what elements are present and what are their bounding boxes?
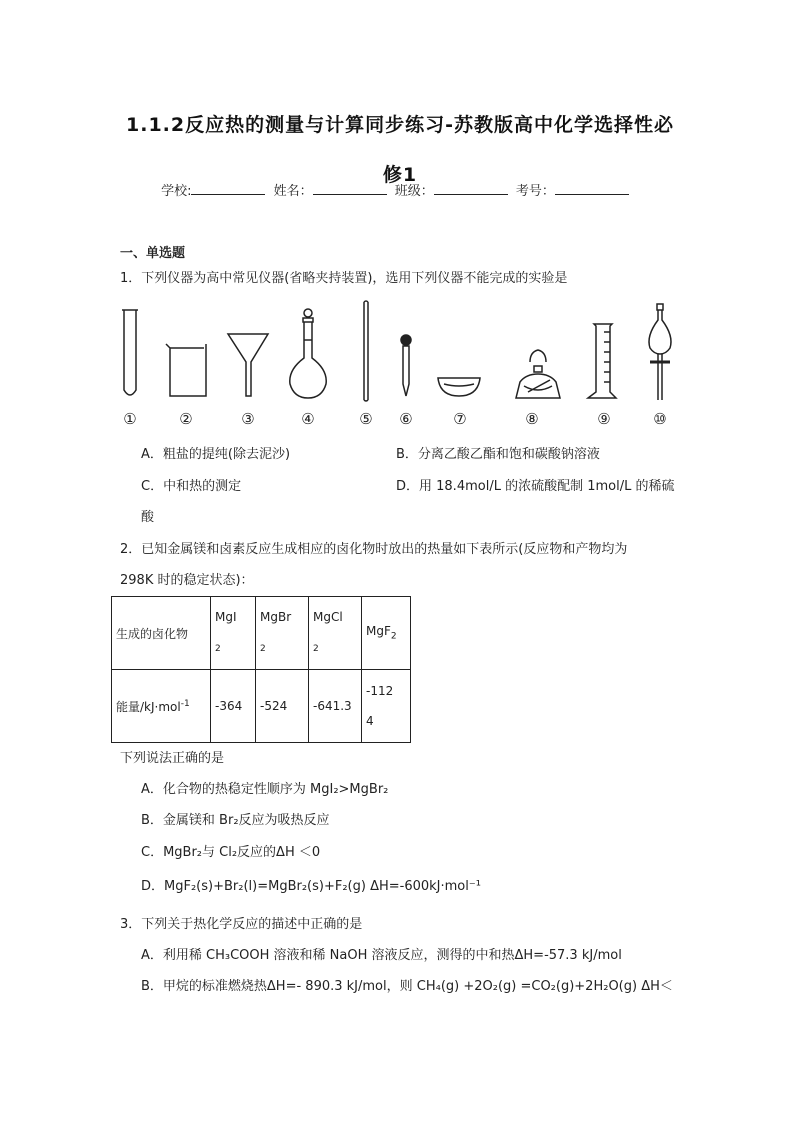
table-header-cell: MgI 2 xyxy=(211,597,256,670)
name-label: 姓名： xyxy=(273,184,313,199)
school-blank[interactable] xyxy=(191,182,265,195)
apparatus-label-3: ③ xyxy=(241,410,255,428)
apparatus-label-6: ⑥ xyxy=(399,410,413,428)
test-tube-icon xyxy=(122,310,138,395)
q1-option-d[interactable]: D．用 18.4mol/L 的浓硫酸配制 1mol/L 的稀硫 xyxy=(396,479,675,494)
table-cell: -112 4 xyxy=(362,670,411,743)
q2-stem-line-2: 298K 时的稳定状态)： xyxy=(120,573,254,588)
q1-option-b[interactable]: B．分离乙酸乙酯和饱和碳酸钠溶液 xyxy=(396,447,600,462)
apparatus-label-5: ⑤ xyxy=(359,410,373,428)
number-label: 考号： xyxy=(515,184,555,199)
apparatus-label-4: ④ xyxy=(301,410,315,428)
q3-option-b[interactable]: B．甲烷的标准燃烧热ΔH=- 890.3 kJ/mol，则 CH₄(g) +2O₂(g) =CO₂(g)+2H₂O(g) ΔH＜ xyxy=(141,979,673,994)
alcohol-lamp-icon xyxy=(516,350,560,398)
class-label: 班级： xyxy=(394,184,434,199)
q1-option-d-cont: 酸 xyxy=(141,510,155,525)
q2-option-b[interactable]: B．金属镁和 Br₂反应为吸热反应 xyxy=(141,813,330,828)
measuring-cylinder-icon xyxy=(588,324,616,398)
table-header-cell: MgBr 2 xyxy=(256,597,309,670)
halide-energy-table xyxy=(111,596,411,743)
apparatus-label-7: ⑦ xyxy=(453,410,467,428)
table-cell: 能量/kJ·mol$^{-1}$ xyxy=(112,670,211,743)
table-row xyxy=(112,670,411,743)
name-blank[interactable] xyxy=(313,182,387,195)
q1-option-a[interactable]: A．粗盐的提纯(除去泥沙) xyxy=(141,447,291,462)
table-cell: -641.3 xyxy=(309,670,362,743)
table-header-cell: 生成的卤化物 xyxy=(112,597,211,670)
q3-option-a[interactable]: A．利用稀 CH₃COOH 溶液和稀 NaOH 溶液反应，测得的中和热ΔH=-57.3 kJ/mol xyxy=(141,948,622,963)
table-cell: -524 xyxy=(256,670,309,743)
table-header-cell: MgCl 2 xyxy=(309,597,362,670)
separatory-funnel-icon xyxy=(649,304,671,400)
q2-option-c[interactable]: C．MgBr₂与 Cl₂反应的ΔH ＜0 xyxy=(141,845,321,860)
apparatus-label-8: ⑧ xyxy=(525,410,539,428)
q2-stem-line-1: 2．已知金属镁和卤素反应生成相应的卤化物时放出的热量如下表所示(反应物和产物均为 xyxy=(120,542,628,557)
funnel-icon xyxy=(228,334,268,396)
q1-stem: 1．下列仪器为高中常见仪器(省略夹持装置)，选用下列仪器不能完成的实验是 xyxy=(120,271,568,286)
apparatus-label-2: ② xyxy=(179,410,193,428)
lab-apparatus-figure xyxy=(110,300,690,420)
q2-prompt: 下列说法正确的是 xyxy=(120,751,225,766)
table-header-row xyxy=(112,597,411,670)
student-info-row xyxy=(0,180,794,199)
table-cell: -364 xyxy=(211,670,256,743)
apparatus-label-1: ① xyxy=(123,410,137,428)
title-line-2: 修1 xyxy=(382,164,418,186)
apparatus-label-10: ⑩ xyxy=(653,410,667,428)
q1-option-c[interactable]: C．中和热的测定 xyxy=(141,479,242,494)
school-label: 学校: xyxy=(161,184,192,199)
number-blank[interactable] xyxy=(555,182,629,195)
table-header-cell: MgF$_2$ xyxy=(362,597,411,670)
apparatus-label-9: ⑨ xyxy=(597,410,611,428)
q3-stem: 3．下列关于热化学反应的描述中正确的是 xyxy=(120,917,363,932)
title-line-1: 1.1.2反应热的测量与计算同步练习-苏教版高中化学选择性必 xyxy=(126,114,674,136)
evaporating-dish-icon xyxy=(438,378,480,396)
class-blank[interactable] xyxy=(434,182,508,195)
beaker-icon xyxy=(166,344,206,396)
dropper-icon xyxy=(401,335,411,396)
volumetric-flask-icon xyxy=(290,309,326,398)
section-heading: 一、单选题 xyxy=(120,246,186,261)
q2-option-d[interactable]: D．MgF₂(s)+Br₂(l)=MgBr₂(s)+F₂(g) ΔH=-600kJ·mol⁻¹ xyxy=(141,879,481,894)
glass-rod-icon xyxy=(364,301,368,401)
q2-option-a[interactable]: A．化合物的热稳定性顺序为 MgI₂>MgBr₂ xyxy=(141,782,389,797)
